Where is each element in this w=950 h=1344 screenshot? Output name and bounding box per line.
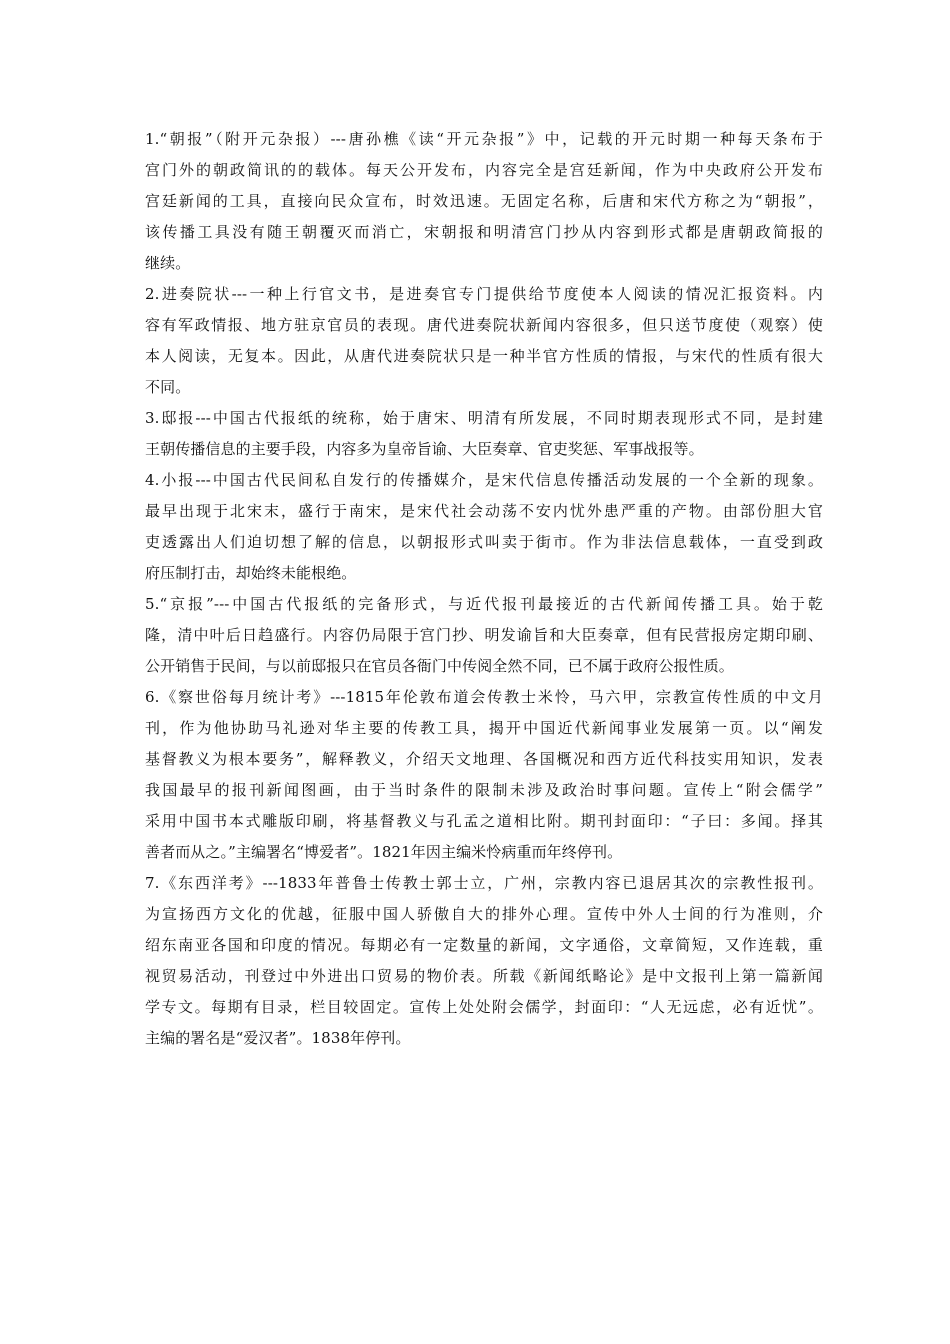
text-line: 绍东南亚各国和印度的情况。每期必有一定数量的新闻，文字通俗，文章简短，又作连载，重	[145, 936, 823, 954]
text-line: 宫门外的朝政简讯的的载体。每天公开发布，内容完全是宫廷新闻，作为中央政府公开发布	[145, 161, 823, 179]
text-line: 采用中国书本式雕版印刷，将基督教义与孔孟之道相比附。期刊封面印：“子曰：多闻。择其	[145, 812, 823, 830]
paragraph-3-dibao	[145, 403, 823, 465]
text-line: 容有军政情报、地方驻京官员的表现。唐代进奏院状新闻内容很多，但只送节度使（观察）使	[145, 316, 823, 334]
paragraph-4-xiaobao	[145, 465, 823, 589]
text-line: 最早出现于北宋末，盛行于南宋，是宋代社会动荡不安内忧外患严重的产物。由部份胆大官	[145, 502, 823, 520]
text-line: 刊，作为他协助马礼逊对华主要的传教工具，揭开中国近代新闻事业发展第一页。以“阐发	[145, 719, 823, 737]
text-line: 2.进奏院状---一种上行官文书，是进奏官专门提供给节度使本人阅读的情况汇报资料。内	[145, 285, 823, 303]
text-line: 主编的署名是“爱汉者”。1838年停刊。	[145, 1029, 411, 1047]
text-line: 本人阅读，无复本。因此，从唐代进奏院状只是一种半官方性质的情报，与宋代的性质有很大	[145, 347, 823, 365]
paragraph-7-dongxiyangkao	[145, 868, 823, 1054]
text-line: 公开销售于民间，与以前邸报只在官员各衙门中传阅全然不同，已不属于政府公报性质。	[145, 657, 734, 675]
text-line: 5.“京报”---中国古代报纸的完备形式，与近代报刊最接近的古代新闻传播工具。始于乾	[145, 595, 823, 613]
text-line: 6.《察世俗每月统计考》---1815年伦敦布道会传教士米怜，马六甲，宗教宣传性质的中文月	[145, 688, 823, 706]
text-line: 不同。	[145, 378, 191, 396]
text-line: 该传播工具没有随王朝覆灭而消亡，宋朝报和明清宫门抄从内容到形式都是唐朝政简报的	[145, 223, 823, 241]
text-line: 继续。	[145, 254, 191, 272]
text-line: 府压制打击，却始终未能根绝。	[145, 564, 357, 582]
text-line: 宫廷新闻的工具，直接向民众宣布，时效迅速。无固定名称，后唐和宋代方称之为“朝报”，	[145, 192, 823, 210]
paragraph-5-jingbao	[145, 589, 823, 682]
text-line: 我国最早的报刊新闻图画，由于当时条件的限制未涉及政治时事问题。宣传上“附会儒学”	[145, 781, 823, 799]
text-line: 4.小报---中国古代民间私自发行的传播媒介，是宋代信息传播活动发展的一个全新的现象。	[145, 471, 823, 489]
text-line: 视贸易活动，刊登过中外进出口贸易的物价表。所载《新闻纸略论》是中文报刊上第一篇新闻	[145, 967, 823, 985]
text-line: 7.《东西洋考》---1833年普鲁士传教士郭士立，广州，宗教内容已退居其次的宗教性报刊。	[145, 874, 823, 892]
text-line: 学专文。每期有目录，栏目较固定。宣传上处处附会儒学，封面印：“人无远虑，必有近忧”。	[145, 998, 823, 1016]
paragraph-6-chashisu	[145, 682, 823, 868]
paragraph-2-jinzouyuanzhuang	[145, 279, 823, 403]
document-body	[145, 124, 823, 1054]
text-line: 隆，清中叶后日趋盛行。内容仍局限于宫门抄、明发谕旨和大臣奏章，但有民营报房定期印刷、	[145, 626, 823, 644]
text-line: 为宣扬西方文化的优越，征服中国人骄傲自大的排外心理。宣传中外人士间的行为准则，介	[145, 905, 823, 923]
text-line: 善者而从之。”主编署名“博爱者”。1821年因主编米怜病重而年终停刊。	[145, 843, 623, 861]
text-line: 3.邸报---中国古代报纸的统称，始于唐宋、明清有所发展，不同时期表现形式不同，是封建	[145, 409, 823, 427]
text-line: 基督教义为根本要务”，解释教义，介绍天文地理、各国概况和西方近代科技实用知识，发表	[145, 750, 823, 768]
text-line: 吏透露出人们迫切想了解的信息，以朝报形式叫卖于街市。作为非法信息载体，一直受到政	[145, 533, 823, 551]
text-line: 王朝传播信息的主要手段，内容多为皇帝旨谕、大臣奏章、官吏奖惩、军事战报等。	[145, 440, 704, 458]
paragraph-1-chaobao	[145, 124, 823, 279]
text-line: 1.“朝报”（附开元杂报）---唐孙樵《读“开元杂报”》中，记载的开元时期一种每天条布于	[145, 130, 823, 148]
